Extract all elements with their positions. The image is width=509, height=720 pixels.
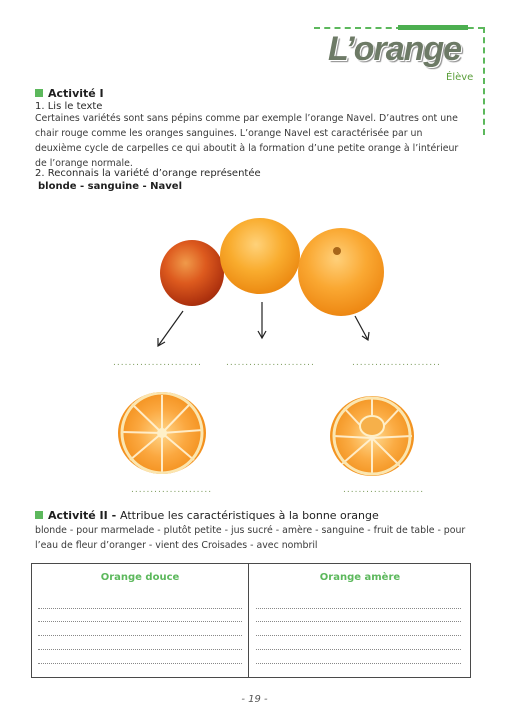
page-subtitle: Élève [446,72,474,83]
answer-blank-4[interactable]: ..................... [131,485,213,495]
segments-icon [330,396,414,476]
page-title: L’orange [328,30,462,68]
answer-blank-5[interactable]: ..................... [343,485,425,495]
activity-1-paragraph: Certaines variétés sont sans pépins comme par exemple l’orange Navel. D’autres ont une chair rouge comme les oranges sanguines. L’orange Navel est caractérisée par un deuxième cycle de carpelles ce qui aboutit à la formation d’une petite orange à l’intérieur de l’orange normale. [35,113,459,169]
activity-1-step-1: 1. Lis le texte [35,101,103,112]
characteristics-table [31,563,471,678]
orange-half-image-2 [330,396,414,476]
activity-2-instruction: Attribue les caractéristiques à la bonne orange [119,509,379,522]
answer-line-right-3[interactable] [256,635,461,636]
answer-blank-1[interactable]: ....................... [113,358,202,368]
answer-line-left-4[interactable] [38,649,242,650]
answer-blank-3[interactable]: ....................... [352,358,441,368]
column-divider [248,564,249,677]
activity-1-heading: Activité I [35,87,104,100]
answer-line-left-3[interactable] [38,635,242,636]
activity-2-terms: blonde - pour marmelade - plutôt petite - jus sucré - amère - sanguine - fruit de table - pour l’eau de fleur d’oranger - vient des Croisades - avec nombril [35,525,466,551]
answer-line-right-1[interactable] [256,608,461,609]
column-header-sweet: Orange douce [100,572,180,583]
answer-line-right-2[interactable] [256,621,461,622]
page-number: - 19 - [241,694,268,705]
variety-list: blonde - sanguine - Navel [38,181,183,192]
orange-half-image-1 [118,392,206,474]
green-square-icon [35,511,43,519]
column-header-bitter: Orange amère [319,572,401,583]
answer-line-right-4[interactable] [256,649,461,650]
activity-2-heading: Activité II - Attribue les caractéristiques à la bonne orange [35,509,379,522]
segments-icon [118,392,206,474]
arrow-right [355,316,368,340]
answer-line-left-1[interactable] [38,608,242,609]
activity-1-step-2: 2. Reconnais la variété d’orange représentée [35,168,261,179]
answer-blank-2[interactable]: ....................... [226,358,315,368]
answer-line-left-2[interactable] [38,621,242,622]
answer-line-left-5[interactable] [38,663,242,664]
arrow-left [158,311,183,346]
answer-line-right-5[interactable] [256,663,461,664]
